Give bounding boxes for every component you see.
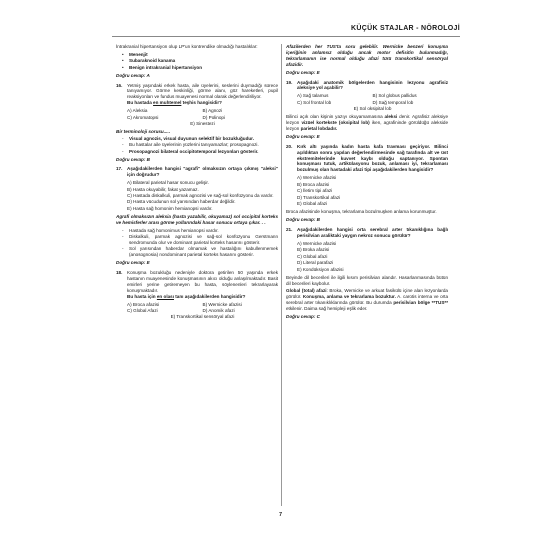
options-16 xyxy=(127,108,278,127)
question-number: 18. xyxy=(116,270,123,275)
option-a[interactable]: A) Wernicke afazisi xyxy=(297,240,337,246)
option-a[interactable]: A) Bilateral parietal hasar sonucu gelişir. xyxy=(127,180,209,186)
list-item: - Hastada sağ homonimus hemianopsi vardır. xyxy=(122,227,219,233)
note-title: Bir terminoloji sorusu..... xyxy=(116,128,171,134)
points-list xyxy=(122,228,278,259)
question-number: 21. xyxy=(286,226,293,232)
question-text: Aşağıdaki anatomik bölgelerden hangisinin lezyonu agrafisiz aleksiye yol açabilir? xyxy=(297,79,448,91)
option-e[interactable]: E) Transkortikal sensöryal afazi xyxy=(170,314,235,320)
question-ask: Bu hastada en muhtemel teşhis hangisidir? xyxy=(127,100,222,106)
answer-label: Doğru cevap: E xyxy=(286,69,320,75)
top-note: Afazilerden her TUS'ta soru gelebilir. Wernicke benzeri konuşma içeriğinin anlamsız olduğu ancak motor defisitin bulunmadığı, tekrarlamanın ise normal olduğu afazi türü transkortikal sensöryal afazidir. xyxy=(286,44,448,67)
option-d[interactable]: D) Hasta vücudunun sol yarısından haberdar değildir. xyxy=(127,199,236,205)
question-ask: Bu hasta için en olası tanı aşağıdakilerden hangisidir? xyxy=(127,293,246,299)
answer-label: Doğru cevap: E xyxy=(116,260,150,266)
question-20 xyxy=(286,144,448,174)
page-number: 7 xyxy=(279,512,283,518)
option-b[interactable]: B) Wernicke afazisi xyxy=(202,301,242,307)
option-d[interactable]: D) Sağ temporal lob xyxy=(372,99,414,105)
explanation: Global (total) afazi: Broka, Wernicke ve arkuat fasikülü içine alan lezyonlarda görülür. Konuşma, anlama ve tekrarlama bozuktur. A. carotis interna ve orta serebral arter tıkanıklıklarında görülür. Bu durumda perisilvian bölge **TUS** etkilenir. Daima sağ hemipleji eşlik eder. xyxy=(286,288,448,312)
option-b[interactable]: B) Broca afazisi xyxy=(297,181,330,187)
intro-text: İntrakranial hipertansiyon olup LP'un kontrendike olmadığı hastalıklar: xyxy=(116,44,258,49)
list-item: • Menenjit xyxy=(122,51,148,57)
intro-list xyxy=(122,52,278,71)
answer-label: Doğru cevap: B xyxy=(116,156,150,162)
option-b[interactable]: B) Sol globus pallidus xyxy=(372,93,417,99)
option-d[interactable]: D) Literal parafazi xyxy=(297,260,334,266)
column-divider xyxy=(281,44,282,506)
question-19 xyxy=(286,80,448,92)
options-18 xyxy=(127,302,278,321)
note-list xyxy=(122,136,278,155)
option-d[interactable]: D) Transkortikal afazi xyxy=(297,194,341,200)
option-c[interactable]: C) Hastada diskalkuli, parmak agnozisi ve sağ-sol konfüzyonu da vardır. xyxy=(127,193,274,199)
option-e[interactable]: E) Hasta sağ homonim hemianopsi vardır. xyxy=(127,205,213,211)
question-number: 17. xyxy=(116,166,123,172)
header-title: KÜÇÜK STAJLAR - NÖROLOJİ xyxy=(351,25,460,32)
option-c[interactable]: C) İletim tipi afazi xyxy=(297,188,333,194)
option-b[interactable]: B) Hasta okuyabilir, fakat yazamaz. xyxy=(127,186,199,192)
options-21 xyxy=(297,241,448,273)
answer-label: Doğru cevap: A xyxy=(116,72,150,78)
option-b[interactable]: B) Agnozi xyxy=(202,108,223,114)
list-item: - Prosopagnozi bilateral occipitotemporal lezyonları gösterir. xyxy=(122,148,259,154)
answer-label: Doğru cevap: C xyxy=(286,314,320,320)
list-item: • Benign intrakranial hipertansiyon xyxy=(122,64,203,70)
question-16 xyxy=(116,83,278,107)
question-number: 19. xyxy=(286,79,293,85)
option-a[interactable]: A) Broca afazisi xyxy=(127,301,160,307)
option-a[interactable]: A) Aleksia xyxy=(127,108,148,114)
option-d[interactable]: D) Polinopi xyxy=(202,114,225,120)
question-number: 20. xyxy=(286,143,293,149)
option-c[interactable]: C) Global afazi xyxy=(297,253,328,259)
list-item: - Diskalkuli, parmak agnozisi ve sağ-sol konfüzyonu Gerstmann sendromunda olur ve dominant parietal korteks hasarını gösterir. xyxy=(122,233,278,245)
options-17 xyxy=(127,180,278,212)
option-a[interactable]: A) Wernicke afazisi xyxy=(297,175,337,181)
question-text: Kırk altı yaşında kadın hasta kafa travması geçiriyor. Bilinci açıldıktan sonra yapılan değerlendirmesinde sağ tarafında alt ve üst ekstremitelerinde kuvvet kaybı olduğu saptanıyor. Spontan konuşması tutuk, artikülasyonu bozuk, anlaması iyi, tekrarlaması bozulmuş olan hastadaki afazi tipi aşağıdakilerden hangisidir? xyxy=(297,143,448,173)
option-e[interactable]: E) Global afazi xyxy=(297,201,328,207)
question-text: Yetmiş yaşındaki erkek hasta, aile üyelerini, seslerini duymadığı sürece tanıyamıyor. Görme keskinliği, görme alanı, göz hareketleri, pupil reaksiyonları ve fundus muayenesi normal olarak değerlendiriliyor. xyxy=(127,82,278,100)
left-column xyxy=(116,44,278,322)
question-18 xyxy=(116,270,278,300)
option-e[interactable]: E) Kondüksiyon afazisi xyxy=(297,266,344,272)
right-column xyxy=(286,44,448,324)
options-20 xyxy=(297,175,448,207)
question-text: Aşağıdakilerden hangisi "agrafi" olmaksızın ortaya çıkmış "aleksi" için doğrudur? xyxy=(127,166,278,178)
answer-label: Doğru cevap: E xyxy=(286,133,320,139)
explanation: Beyinde dil becerileri ile ilgili kısım perisilvian alandır. Hasarlanmasında bütün dil becerileri kaybolur. xyxy=(286,274,448,286)
option-c[interactable]: C) Global Afazi xyxy=(127,307,158,313)
question-21 xyxy=(286,227,448,239)
explanation: Agrafi olmaksızın aleksia (hasta yazabilir, okuyamaz) sol occipital korteks ve hemisferler arası görme yollarındaki hasar sonucu ortaya çıkar. . . xyxy=(116,213,278,225)
option-c[interactable]: C) Akromatopsi xyxy=(127,114,159,120)
option-c[interactable]: C) Sol frontal lob xyxy=(297,99,332,105)
option-e[interactable]: E) Sol oksipital lob xyxy=(353,106,392,112)
option-a[interactable]: A) Sağ talamus xyxy=(297,93,329,99)
question-17 xyxy=(116,166,278,178)
explanation: Broca afazisinde konuşma, tekrarlama bozulmuşken anlama korunmuştur. xyxy=(286,209,437,215)
option-b[interactable]: B) Broka afazisi xyxy=(297,247,330,253)
page-header xyxy=(112,25,460,37)
list-item: • Subaraknoid kanama xyxy=(122,58,176,64)
list-item: - Visual agnozis, visual duyunun selektif bir bozukluğudur. xyxy=(122,135,254,141)
options-19 xyxy=(297,93,448,112)
question-text: Aşağıdakilerden hangisi orta serebral arter tıkanıklığına bağlı perisilvian araliktaki yaygın nekroz sonucu görülür? xyxy=(297,226,448,238)
list-item: - Bu hastalar aile üyelerinin yüzlerini tanıyamazlar; prosopagnozi. xyxy=(122,142,259,148)
option-e[interactable]: E) Sinestezi xyxy=(190,120,215,126)
question-number: 16. xyxy=(116,82,123,88)
question-text: Konuşma bozukluğu nedeniyle doktora getirilen 50 yaşında erkek hastanın muayenesinde konuşmasının akıcı olduğu anlaşılmaktadır. Basit emirleri yerine getiremeyen bu hasta, söylenenleri tekrarlayarak konuşmaktadır. xyxy=(127,270,278,293)
option-d[interactable]: D) Anomik afazi xyxy=(202,307,235,313)
list-item: - Sol yarısından haberdar olmamak ve hastalığını kabullenmemek (anosognosia) nondominant parietal korteks hasarını gösterir. xyxy=(122,246,278,258)
explanation: Bilinci açık olan kişinin yazıyı okuyamamasına aleksi denir. Agrafisiz aleksiye lezyon vizüel kortekste (oksipital lob) iken, agrafininde görüldüğü alekside lezyon parietal lobdadır. xyxy=(286,114,449,131)
answer-label: Doğru cevap: B xyxy=(286,217,320,223)
